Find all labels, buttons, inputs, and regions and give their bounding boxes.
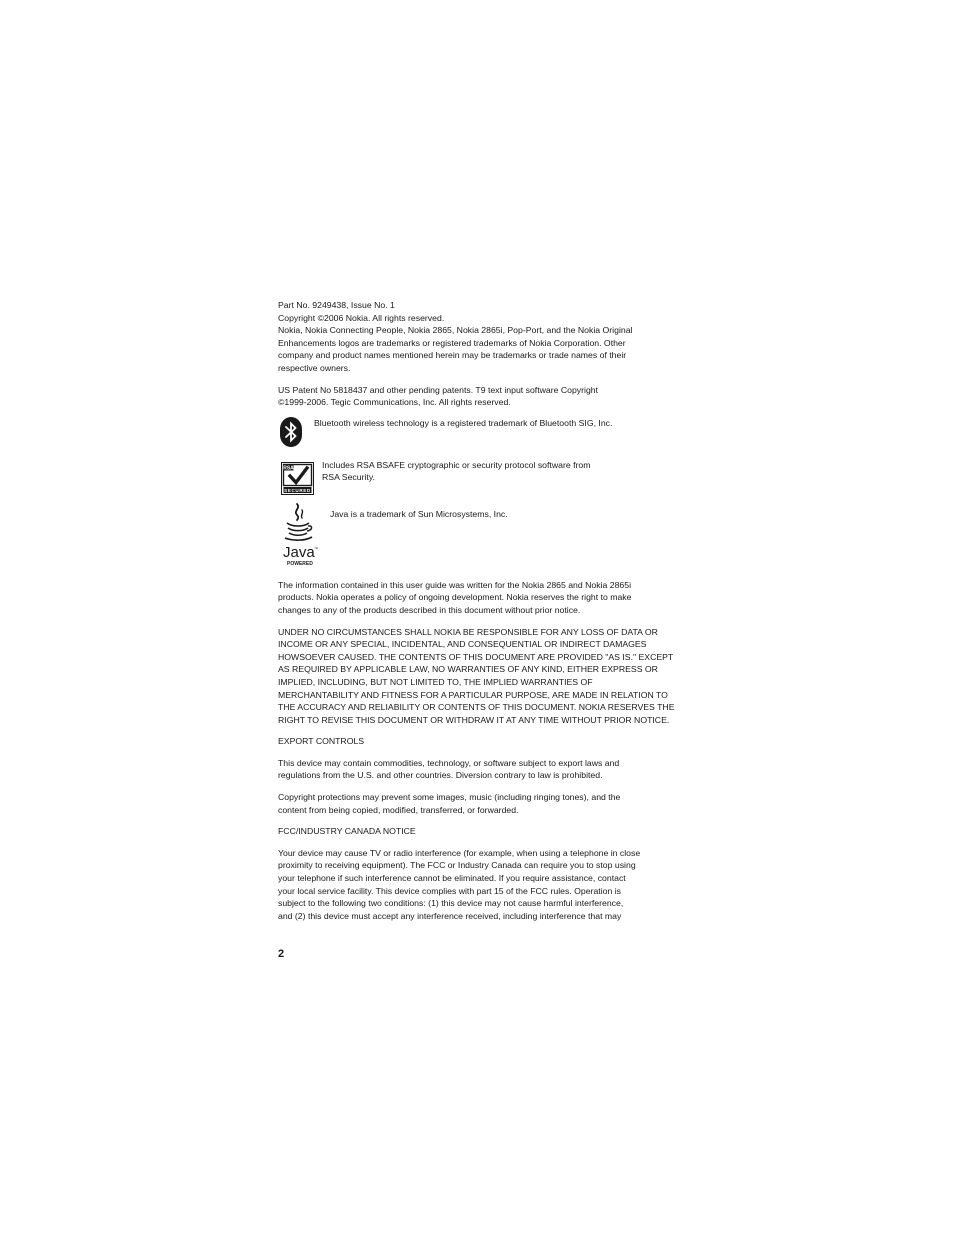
patent-line: US Patent No 5818437 and other pending patents. T9 text input software Copyright — [278, 384, 599, 395]
copyright-protection-block — [278, 791, 670, 816]
rsa-text — [322, 459, 590, 484]
fcc-block — [278, 847, 670, 923]
fcc-heading: FCC/INDUSTRY CANADA NOTICE — [278, 826, 416, 837]
java-tm-mark: ™ — [314, 545, 318, 551]
info-block — [278, 579, 670, 617]
disclaimer-line: UNDER NO CIRCUMSTANCES SHALL NOKIA BE RESPONSIBLE FOR ANY LOSS OF DATA OR — [278, 626, 658, 637]
rsa-text-line: Includes RSA BSAFE cryptographic or security protocol software from — [322, 459, 591, 470]
rsa-badge-label: RSA — [283, 465, 294, 472]
bluetooth-notice — [278, 417, 670, 453]
java-powered-icon — [280, 501, 320, 567]
trademarks-line: company and product names mentioned herein may be trademarks or trade names of their — [278, 350, 627, 361]
rsa-notice — [278, 459, 670, 495]
fcc-line: your telephone if such interference cannot be eliminated. If you require assistance, contact — [278, 873, 626, 884]
disclaimer-line: HOWSOEVER CAUSED. THE CONTENTS OF THIS DOCUMENT ARE PROVIDED "AS IS." EXCEPT — [278, 651, 674, 662]
java-text: Java is a trademark of Sun Microsystems, Inc. — [330, 508, 508, 519]
disclaimer-block — [278, 626, 675, 727]
disclaimer-line: RIGHT TO REVISE THIS DOCUMENT OR WITHDRAW IT AT ANY TIME WITHOUT PRIOR NOTICE. — [278, 714, 670, 725]
export-line: regulations from the U.S. and other countries. Diversion contrary to law is prohibited. — [278, 770, 603, 781]
info-line: products. Nokia operates a policy of ongoing development. Nokia reserves the right to make — [278, 592, 632, 603]
disclaimer-line: THE ACCURACY AND RELIABILITY OR CONTENTS OF THIS DOCUMENT. NOKIA RESERVES THE — [278, 702, 675, 713]
info-line: The information contained in this user guide was written for the Nokia 2865 and Nokia 2865i — [278, 579, 632, 590]
bluetooth-icon — [280, 417, 302, 447]
disclaimer-line: INCOME OR ANY SPECIAL, INCIDENTAL, AND CONSEQUENTIAL OR INDIRECT DAMAGES — [278, 639, 647, 650]
fcc-line: and (2) this device must accept any interference received, including interference that may — [278, 910, 622, 921]
disclaimer-line: MERCHANTABILITY AND FITNESS FOR A PARTICULAR PURPOSE, ARE MADE IN RELATION TO — [278, 689, 668, 700]
fcc-line: Your device may cause TV or radio interference (for example, when using a telephone in close — [278, 847, 641, 858]
copyright-protection-line: content from being copied, modified, transferred, or forwarded. — [278, 804, 519, 815]
trademarks-line: Enhancements logos are trademarks or registered trademarks of Nokia Corporation. Other — [278, 337, 626, 348]
patent-block — [278, 384, 670, 409]
disclaimer-line: AS REQUIRED BY APPLICABLE LAW, NO WARRANTIES OF ANY KIND, EITHER EXPRESS OR — [278, 664, 658, 675]
header-block — [278, 299, 670, 375]
copyright-protection-line: Copyright protections may prevent some images, music (including ringing tones), and the — [278, 792, 621, 803]
page-number: 2 — [278, 948, 285, 960]
document-body — [278, 299, 675, 931]
java-notice — [278, 501, 670, 567]
part-number: Part No. 9249438, Issue No. 1 — [278, 300, 395, 310]
rsa-secured-label: SECURED — [284, 487, 311, 493]
disclaimer-line: IMPLIED, INCLUDING, BUT NOT LIMITED TO, THE IMPLIED WARRANTIES OF — [278, 676, 593, 687]
fcc-line: your local service facility. This device complies with part 15 of the FCC rules. Operation is — [278, 885, 621, 896]
trademarks-line: Nokia, Nokia Connecting People, Nokia 2865, Nokia 2865i, Pop-Port, and the Nokia Original — [278, 325, 633, 336]
bluetooth-text: Bluetooth wireless technology is a registered trademark of Bluetooth SIG, Inc. — [314, 417, 613, 428]
java-wordmark: Java — [283, 543, 315, 561]
info-line: changes to any of the products described in this document without prior notice. — [278, 604, 581, 615]
copyright-line: Copyright ©2006 Nokia. All rights reserved. — [278, 312, 445, 323]
java-powered-label: POWERED — [287, 560, 313, 567]
fcc-line: subject to the following two conditions: (1) this device may not cause harmful interference, — [278, 898, 624, 909]
rsa-bsafe-secured-icon — [281, 462, 314, 495]
export-block — [278, 757, 670, 782]
trademarks-line: respective owners. — [278, 362, 351, 373]
export-controls-heading: EXPORT CONTROLS — [278, 736, 365, 747]
patent-line: ©1999-2006. Tegic Communications, Inc. All rights reserved. — [278, 397, 511, 408]
fcc-line: proximity to receiving equipment). The FCC or Industry Canada can require you to stop using — [278, 860, 636, 871]
rsa-text-line: RSA Security. — [322, 472, 375, 483]
export-line: This device may contain commodities, technology, or software subject to export laws and — [278, 757, 620, 768]
